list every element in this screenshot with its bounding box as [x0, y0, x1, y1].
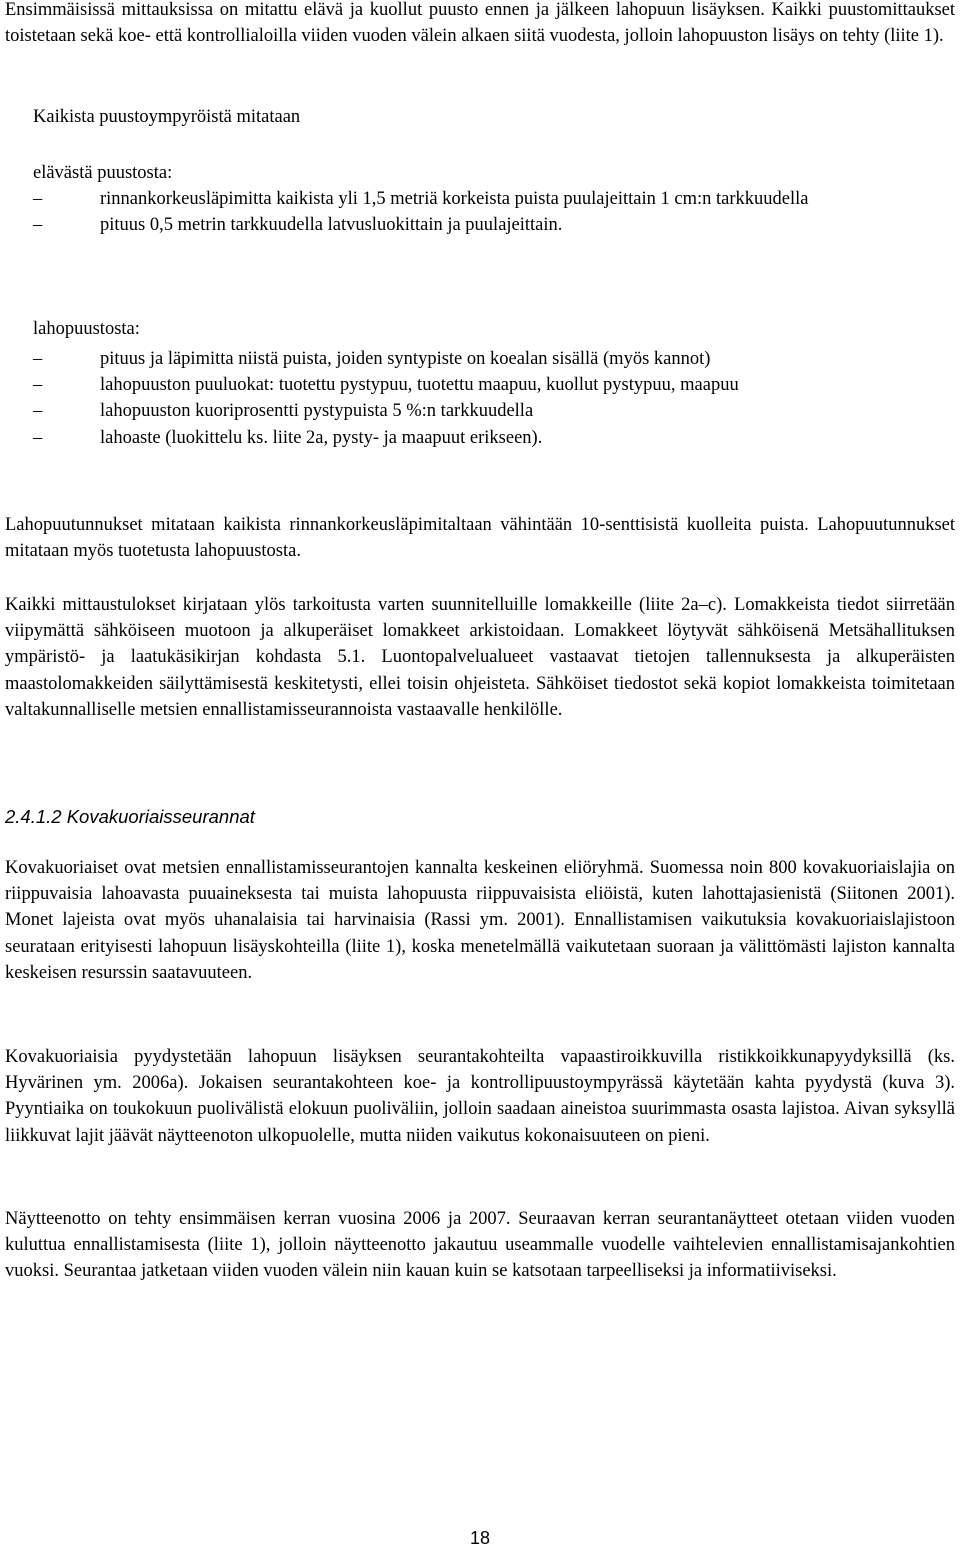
- volume-paragraph: Lahopuutunnukset mitataan kaikista rinnankorkeusläpimitaltaan vähintään 10-senttisistä kuolleita puista. Lahopuutunnukset mitataan myös tuotetusta lahopuustosta.: [5, 515, 955, 562]
- records-paragraph: Kaikki mittaustulokset kirjataan ylös tarkoitusta varten suunnitelluille lomakkeille (liite 2a–c). Lomakkeista tiedot siirretään viipymättä sähköiseen muotoon ja alkuperäiset lomakkeet arkistoidaan. Lomakkeet löytyvät sähköisenä Metsähallituksen ympäristö- ja laatukäsikirjan kohdasta 5.1. Luontopalvelualueet vastaavat tietojen tallennuksesta ja alkuperäisten maastolomakkeiden säilyttämisestä keskitetysti, ellei toisin ohjeisteta. Sähköiset tiedostot sekä kopiot lomakkeista toimitetaan valtakunnalliselle metsien ennallistamisseurannoista vastaavalle henkilölle.: [5, 595, 955, 720]
- section-paragraph-2: Kovakuoriaisia pyydystetään lahopuun lisäyksen seurantakohteilta vapaastiroikkuvilla ristikkoikkunapyydyksillä (ks. Hyvärinen ym. 2006a). Jokaisen seurantakohteen koe- ja kontrollipuustoympyrässä käytetään kahta pyydystä (kuva 3). Pyyntiaika on toukokuun puolivälistä elokuun puoliväliin, jolloin saadaan aineistoa suurimmasta osasta lajistoa. Aivan syksyllä liikkuvat lajit jäävät näytteenoton ulkopuolelle, mutta niiden vaikutus kokonaisuuteen on pieni.: [5, 1047, 955, 1146]
- living-stand-list: [33, 186, 955, 238]
- dash-icon: –: [33, 349, 43, 369]
- list-item-text: rinnankorkeusläpimitta kaikista yli 1,5 metriä korkeista puista puulajeittain 1 cm:n tarkkuudella: [100, 189, 809, 209]
- list-item-text: lahopuuston kuoriprosentti pystypuista 5 %:n tarkkuudella: [100, 401, 534, 422]
- list-item: [33, 398, 955, 424]
- list-item: [33, 346, 955, 372]
- list-item: [33, 186, 955, 212]
- list-item-text: lahopuuston puuluokat: tuotettu pystypuu, tuotettu maapuu, kuollut pystypuu, maapuu: [100, 375, 739, 396]
- dash-icon: –: [33, 427, 43, 448]
- list-item: [33, 212, 955, 238]
- list-item-text: pituus 0,5 metrin tarkkuudella latvusluokittain ja puulajeittain.: [100, 215, 563, 236]
- intro-paragraph: Ensimmäisissä mittauksissa on mitattu elävä ja kuollut puusto ennen ja jälkeen lahopuun lisäyksen. Kaikki puustomittaukset toistetaan sekä koe- että kontrollialoilla viiden vuoden välein alkaen siitä vuodesta, jolloin lahopuuston lisäys on tehty (liite 1).: [5, 0, 955, 47]
- dash-icon: –: [33, 189, 43, 209]
- measure-intro: Kaikista puustoympyröistä mitataan: [33, 107, 301, 127]
- dead-wood-list: [33, 346, 955, 451]
- living-stand-label: elävästä puustosta:: [33, 163, 173, 183]
- dead-wood-label: lahopuustosta:: [33, 319, 140, 339]
- list-item-text: pituus ja läpimitta niistä puista, joiden syntypiste on koealan sisällä (myös kannot): [100, 349, 711, 369]
- dash-icon: –: [33, 401, 43, 422]
- section-paragraph-1: Kovakuoriaiset ovat metsien ennallistamisseurantojen kannalta keskeinen eliöryhmä. Suomessa noin 800 kovakuoriaislajia on riippuvaisia lahoavasta puuaineksesta tai muista lahopuusta riippuvaisista eliöistä, kuten lahottajasienistä (Siitonen 2001). Monet lajeista ovat myös uhanalaisia tai harvinaisia (Rassi ym. 2001). Ennallistamisen vaikutuksia kovakuoriaislajistoon seurataan erityisesti lahopuun lisäyskohteilla (liite 1), koska menetelmällä vaikutetaan suoraan ja välittömästi lajiston kannalta keskeisen resurssin saatavuuteen.: [5, 858, 955, 983]
- list-item-text: lahoaste (luokittelu ks. liite 2a, pysty- ja maapuut erikseen).: [100, 427, 543, 448]
- list-item: [33, 372, 955, 398]
- dash-icon: –: [33, 215, 43, 236]
- list-item: [33, 425, 955, 451]
- dash-icon: –: [33, 375, 43, 396]
- section-heading: 2.4.1.2 Kovakuoriaisseurannat: [5, 806, 255, 827]
- page-number: 18: [469, 1528, 491, 1548]
- section-paragraph-3: Näytteenotto on tehty ensimmäisen kerran vuosina 2006 ja 2007. Seuraavan kerran seurantanäytteet otetaan viiden vuoden kuluttua ennallistamisesta (liite 1), jolloin näytteenotto jakautuu useammalle vuodelle vaihtelevien ennallistamisajankohtien vuoksi. Seurantaa jatketaan viiden vuoden välein niin kauan kuin se katsotaan tarpeelliseksi ja informatiiviseksi.: [5, 1209, 955, 1282]
